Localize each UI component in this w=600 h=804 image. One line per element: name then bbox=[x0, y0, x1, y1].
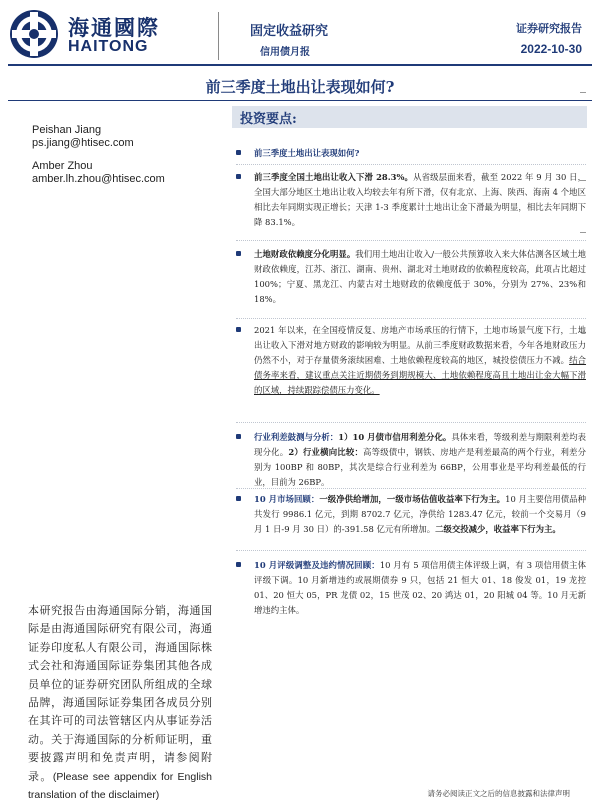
logo-chinese: 海通國際 bbox=[68, 16, 160, 40]
key-point-sublead: 一级净供给增加，一级市场估值收益率下行为主。 bbox=[319, 494, 506, 504]
key-point-body: 高等级债中，钢铁、房地产是利差最高的两个行业，利差分别为 100BP 和 80BP，其次是综合行业利差为 66BP，公用事业是平均利差最低的行业，目前为 26BP。 bbox=[254, 447, 587, 487]
margin-tick bbox=[580, 92, 586, 93]
separator bbox=[236, 550, 586, 551]
separator bbox=[236, 488, 586, 489]
header-rule bbox=[8, 64, 592, 66]
bullet-icon bbox=[236, 174, 241, 179]
key-point-lead: 前三季度全国土地出让收入下滑 28.3%。 bbox=[254, 172, 414, 182]
bullet-icon bbox=[236, 562, 241, 567]
title-rule bbox=[8, 100, 592, 101]
key-point-sublead: 二级交投减少，收益率下行为主。 bbox=[435, 524, 561, 534]
analyst-name: Peishan Jiang bbox=[32, 124, 102, 136]
margin-tick bbox=[580, 232, 586, 233]
key-point-sublead: 2）行业横向比较： bbox=[288, 447, 364, 457]
key-point-lead: 10 月市场回顾： bbox=[254, 494, 320, 504]
key-point-body: 10 月有 5 项信用债主体评级上调，有 3 项信用债主体评级下调。10 月新增违约或展期债券 9 只，包括 21 恒大 01、18 俊发 01，19 龙控 01、20 恒大 05，PR 龙债 02，15 世茂 02、20 鸿达 01，20 阳城 04 等。10 月无新增违约主体。 bbox=[254, 560, 586, 615]
analyst-email[interactable]: ps.jiang@htisec.com bbox=[32, 137, 134, 149]
report-date: 2022-10-30 bbox=[520, 42, 582, 56]
analyst-email[interactable]: amber.lh.zhou@htisec.com bbox=[32, 173, 165, 185]
key-point-lead: 10 月评级调整及违约情况回顾： bbox=[254, 560, 380, 570]
key-points-label: 投资要点: bbox=[240, 112, 297, 127]
key-point bbox=[236, 492, 586, 537]
analyst-name: Amber Zhou bbox=[32, 160, 93, 172]
report-type: 证券研究报告 bbox=[516, 22, 582, 35]
key-point bbox=[236, 146, 586, 161]
key-point-lead: 行业利差鼓测与分析： bbox=[254, 432, 339, 442]
bullet-icon bbox=[236, 327, 241, 332]
disclaimer bbox=[28, 602, 212, 804]
key-point bbox=[236, 558, 586, 618]
report-category: 固定收益研究 bbox=[250, 24, 329, 39]
bullet-icon bbox=[236, 496, 241, 501]
header-divider bbox=[218, 12, 219, 60]
separator bbox=[236, 164, 586, 165]
logo-english: HAITONG bbox=[68, 38, 149, 55]
key-point-sublead: 1）10 月债市信用利差分化。 bbox=[338, 432, 452, 442]
key-point bbox=[236, 323, 586, 398]
disclaimer-en: (Please see appendix for English translation of the disclaimer) bbox=[28, 770, 212, 802]
haitong-logo-icon bbox=[8, 8, 60, 60]
key-point-body: 10 月主要信用债品种共发行 9986.1 亿元，到期 8702.7 亿元，净供给 1283.47 亿元，较前一个交易月（9 月 1 日-9 月 30 日）的-391.58 亿元有所增加。 bbox=[254, 494, 586, 534]
separator bbox=[236, 318, 586, 319]
key-point-lead: 土地财政依赖度分化明显。 bbox=[254, 249, 356, 259]
key-point bbox=[236, 170, 586, 230]
key-point-body: 2021 年以来，在全国疫情反复、房地产市场承压的行情下，土地市场景气度下行，土地出让收入下滑对地方财政的影响较为明显。从前三季度财政数据来看，今年各地财政压力仍然不小，对于存量债务滚续困难、土地依赖程度较高的地区，城投偿债压力不减。 bbox=[254, 325, 586, 365]
bullet-icon bbox=[236, 434, 241, 439]
key-point bbox=[236, 247, 586, 307]
page-title: 前三季度土地出让表现如何? bbox=[205, 78, 395, 96]
key-point-body: 我们用土地出让收入/一般公共预算收入来大体估测各区域土地财政依赖度，江苏、浙江、湖南、贵州、湖北对土地财政的依赖程度较高，此项占比超过 100%；宁夏、黑龙江、内蒙古对土地财政的依赖度低于 30%，分别为 27%、23%和 18%。 bbox=[254, 249, 587, 304]
bullet-icon bbox=[236, 150, 241, 155]
key-point-emphasis: 结合债务率来看，建议重点关注近期债务到期规模大、土地依赖程度高且土地出让金大幅下滑的区域，持续跟踪偿债压力变化。 bbox=[254, 355, 587, 395]
bullet-icon bbox=[236, 251, 241, 256]
disclaimer-cn: 本研究报告由海通国际分销，海通国际是由海通国际研究有限公司，海通证券印度私人有限公司，海通国际株式会社和海通国际证券集团其他各成员单位的证券研究团队所组成的全球品牌，海通国际证券集团各成员分别在其许可的司法管辖区内从事证券活动。关于海通国际的分析师证明，重要披露声明和免责声明，请参阅附录。 bbox=[28, 604, 212, 783]
footer-notice: 请务必阅读正文之后的信息披露和法律声明 bbox=[427, 789, 570, 798]
separator bbox=[236, 240, 586, 241]
report-subcategory: 信用债月报 bbox=[260, 47, 310, 58]
key-point bbox=[236, 430, 586, 490]
separator bbox=[236, 422, 586, 423]
key-point-body: 从省级层面来看，截至 2022 年 9 月 30 日，全国大部分地区土地出让收入均较去年有所下滑，仅有北京、上海、陕西、海南 4 个地区相比去年同期实现正增长；天津 1-3 季度累计土地出让金下滑最为明显，相比去年同期下降 83.1%。 bbox=[254, 172, 586, 227]
key-point-body: 具体来看，等级利差与期限利差均表现分化。 bbox=[254, 432, 587, 457]
key-point-lead: 前三季度土地出让表现如何? bbox=[254, 148, 360, 158]
